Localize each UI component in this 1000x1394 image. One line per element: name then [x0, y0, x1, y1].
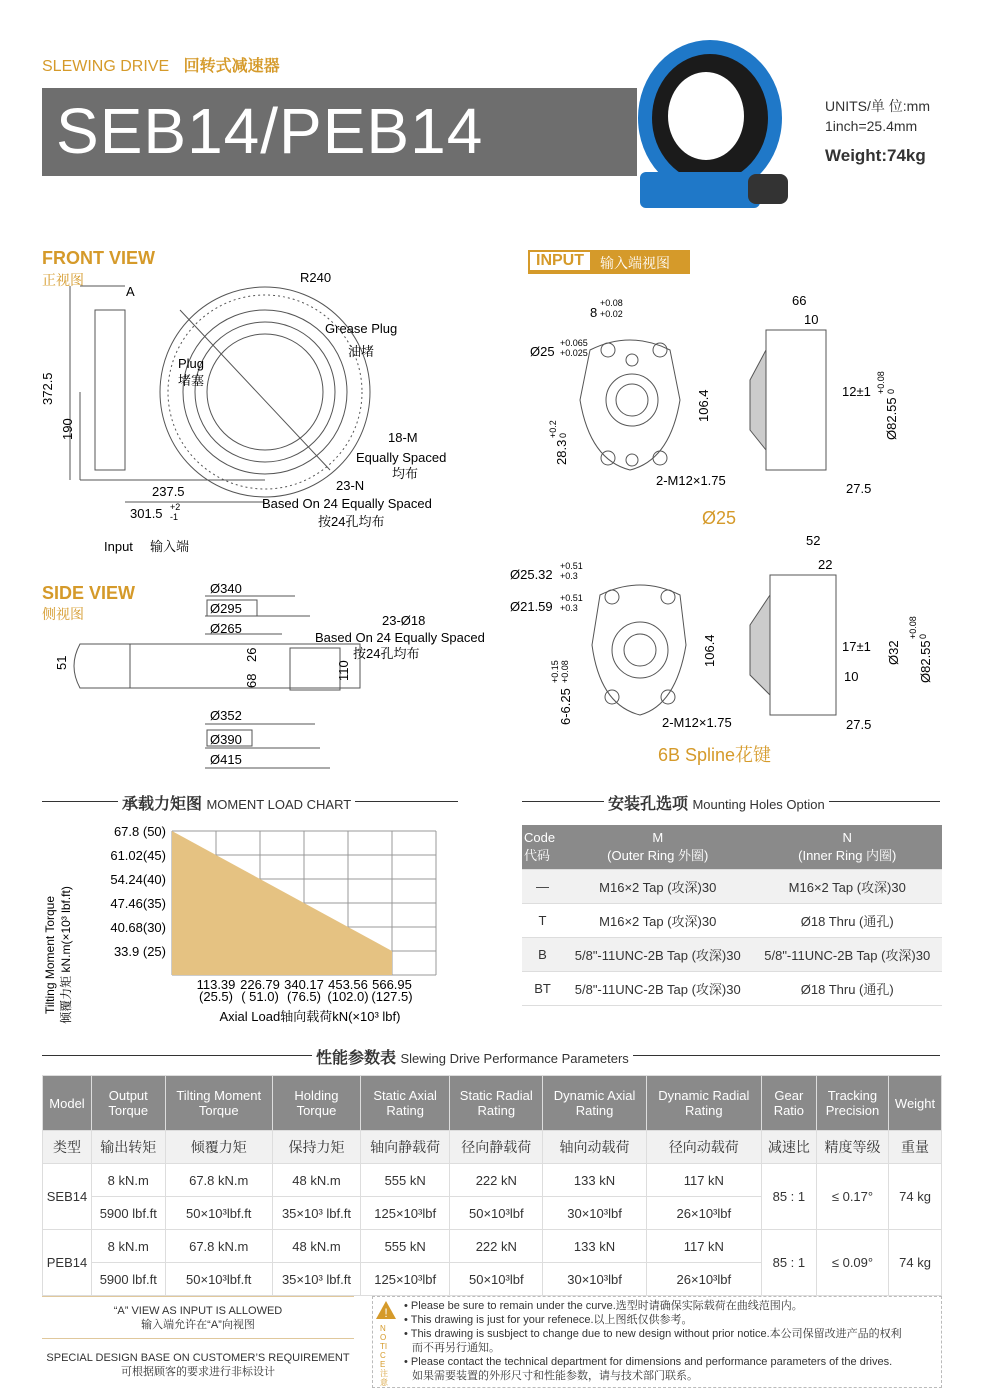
chart-x-tick: 113.39: [196, 977, 236, 992]
a-d8-t2: +0.02: [600, 309, 623, 319]
a-d1064: 106.4: [696, 389, 711, 422]
based-side-label-cn: 按24孔均布: [353, 646, 420, 661]
b-d32: Ø32: [886, 640, 901, 665]
mounting-title: [604, 791, 829, 814]
mounting-header: N (Inner Ring 内圈): [753, 825, 943, 870]
chart-y-tick: 33.9 (25): [113, 944, 166, 959]
chart-x-tick: 566.95: [372, 977, 412, 992]
b-d52: 52: [806, 535, 821, 548]
input-drawing-a: [520, 290, 950, 535]
a-d8: 8: [590, 305, 598, 320]
notice-item: 如果需要装置的外形尺寸和性能参数，请与技术部门联系。: [412, 1370, 698, 1382]
chart-x-tick: (25.5): [199, 989, 233, 1004]
chart-x-tick: (102.0): [327, 989, 369, 1004]
a-d8255-t1: +0.08: [876, 371, 886, 394]
plug-label-cn: 堵塞: [178, 373, 205, 388]
b-d8255: Ø82.55: [918, 640, 933, 683]
b-d17: 17±1: [842, 639, 871, 654]
d3725-label: 372.5: [40, 372, 55, 405]
d415-label: Ø415: [210, 752, 242, 767]
perf-header: Model: [43, 1076, 92, 1131]
units-text: UNITS/单 位:mm: [825, 98, 930, 114]
table-row: PEB14 8 kN.m 67.8 kN.m 48 kN.m 555 kN 222 kN 133 kN 117 kN 85 : 1 ≤ 0.09° 74 kg: [43, 1230, 942, 1263]
a-m12: 2-M12×1.75: [656, 473, 726, 488]
a-d66: 66: [792, 293, 807, 308]
a-d283: 28.3: [554, 439, 569, 465]
d390-label: Ø390: [210, 732, 242, 747]
eq-label: Equally Spaced: [356, 450, 447, 465]
table-row: 5900 lbf.ft 50×10³lbf.ft 35×10³ lbf.ft 125×10³lbf 50×10³lbf 30×10³lbf 26×10³lbf: [43, 1263, 942, 1296]
footer-rule-mid: [42, 1338, 354, 1339]
a-d10: 10: [804, 312, 819, 327]
plug-label: Plug: [178, 356, 205, 371]
m18-label: 18-M: [388, 430, 418, 445]
moment-chart: [40, 815, 460, 1030]
input-drawing-b: [500, 535, 950, 770]
grease-label-cn: 油堵: [348, 344, 375, 359]
mounting-header: M (Outer Ring 外圈): [563, 825, 753, 870]
r240-label: R240: [300, 270, 332, 285]
perf-title-cn: 性能参数表: [316, 1050, 397, 1067]
d110-label: 110: [336, 660, 351, 681]
grease-label: Grease Plug: [325, 321, 398, 336]
d295-label: Ø295: [210, 601, 242, 616]
a-d12: 12±1: [842, 384, 871, 399]
table-row: BT 5/8"-11UNC-2B Tap (攻深)30 Ø18 Thru (通孔): [522, 972, 942, 1006]
b-t8: 0: [918, 633, 928, 639]
chart-title-cn: 承载力矩图: [122, 796, 203, 813]
footer-special: SPECIAL DESIGN BASE ON CUSTOMER’S REQUIREMENT 可根据顾客的要求进行非标设计: [46, 1352, 350, 1378]
tol-down: -1: [170, 512, 179, 522]
d352-label: Ø352: [210, 708, 242, 723]
side-view-title-cn: 侧视图: [42, 606, 84, 622]
b-t6: +0.08: [560, 660, 570, 683]
front-view-title: FRONT VIEW: [42, 248, 155, 268]
perf-header-row: [43, 1076, 942, 1131]
b-t7: +0.08: [908, 616, 918, 639]
notice-item: • Please contact the technical department for dimensions and performance parameters of the drives.: [404, 1356, 893, 1368]
brand-cn: 回转式减速器: [183, 58, 280, 75]
d26-label: 26: [244, 647, 259, 662]
based-side-label: Based On 24 Equally Spaced: [315, 630, 485, 645]
notice-item: • This drawing is just for your refenece.以上图纸仅供参考。: [404, 1314, 693, 1326]
chart-y-ticks: [110, 824, 166, 959]
front-view-drawing: [40, 270, 510, 560]
b-t4: +0.3: [560, 603, 578, 613]
d68-label: 68: [244, 673, 259, 688]
perf-header: Dynamic Axial Rating: [543, 1076, 647, 1131]
perf-header: Static Axial Rating: [361, 1076, 450, 1131]
side-view-title: SIDE VIEW: [42, 583, 136, 603]
d340-label: Ø340: [210, 581, 242, 596]
b-d2159: Ø21.59: [510, 599, 553, 614]
d3015-label: 301.5: [130, 506, 163, 521]
d265-label: Ø265: [210, 621, 242, 636]
chart-x-tick: (76.5): [287, 989, 321, 1004]
mounting-header: Code 代码: [522, 825, 563, 870]
chart-x-tick: (127.5): [371, 989, 413, 1004]
perf-header: Tracking Precision: [816, 1076, 888, 1131]
table-row: 5900 lbf.ft 50×10³lbf.ft 35×10³ lbf.ft 125×10³lbf 50×10³lbf 30×10³lbf 26×10³lbf: [43, 1197, 942, 1230]
a-d8255-t2: 0: [886, 388, 896, 394]
b-d22: 22: [818, 557, 833, 572]
a-d275: 27.5: [846, 481, 872, 496]
perf-header-cn-row: 类型 输出转矩 倾覆力矩 保持力矩 轴向静载荷 径向静载荷 轴向动载荷 径向动载荷 减速比 精度等级 重量: [43, 1131, 942, 1164]
chart-x-tick: 340.17: [284, 977, 324, 992]
a-d8-t1: +0.08: [600, 298, 623, 308]
input-label-cn: 输入端: [150, 539, 190, 554]
b-d2532: Ø25.32: [510, 567, 553, 582]
b-t5: +0.15: [550, 660, 560, 683]
perf-header: Output Torque: [92, 1076, 166, 1131]
chart-xlabel: Axial Load轴向载荷kN(×10³ lbf): [219, 1009, 401, 1024]
perf-header: Dynamic Radial Rating: [646, 1076, 761, 1131]
footer-a-view: “A” VIEW AS INPUT IS ALLOWED 输入端允许在“A”向视图: [113, 1305, 283, 1331]
chart-y-tick: 61.02(45): [110, 848, 166, 863]
a-d25-t2: +0.025: [560, 348, 588, 358]
table-row: T M16×2 Tap (攻深)30 Ø18 Thru (通孔): [522, 904, 942, 938]
chart-x-tick: ( 51.0): [241, 989, 279, 1004]
title-band: [42, 88, 637, 176]
based-label-cn: 按24孔均布: [318, 514, 385, 529]
brand-line: [42, 53, 280, 76]
footer-rule-top: [42, 1296, 354, 1297]
notice-list: [404, 1299, 902, 1383]
perf-header: Holding Torque: [272, 1076, 360, 1131]
a-d25: Ø25: [530, 344, 555, 359]
b-caption: 6B Spline花键: [658, 745, 772, 765]
chart-title: [118, 791, 355, 814]
brand-en: SLEWING DRIVE: [42, 58, 170, 75]
mounting-title-cn: 安装孔选项: [608, 796, 689, 813]
d190-label: 190: [60, 418, 75, 440]
a-d25-t1: +0.065: [560, 338, 588, 348]
perf-title-en: Slewing Drive Performance Parameters: [400, 1051, 629, 1066]
a-d8255: Ø82.55: [884, 397, 899, 440]
b-m12: 2-M12×1.75: [662, 715, 732, 730]
a-d283-t1: +0.2: [548, 420, 558, 438]
side-view-drawing: [50, 578, 500, 770]
perf-header: Weight: [889, 1076, 942, 1131]
units-box: [825, 96, 930, 166]
input-title-band: [528, 250, 690, 274]
chart-y-tick: 40.68(30): [110, 920, 166, 935]
chart-y-tick: 67.8 (50): [113, 824, 166, 839]
warning-icon: [375, 1300, 397, 1320]
b-t3: +0.51: [560, 593, 583, 603]
eq-label-cn: 均布: [392, 466, 419, 481]
b-d275: 27.5: [846, 717, 872, 732]
input-label: Input: [104, 539, 133, 554]
notice-item: • This drawing is susbject to change due to new design without prior notice.本公司保留改进产品的权利: [404, 1328, 902, 1340]
input-title: INPUT: [530, 252, 590, 270]
product-image: [620, 22, 810, 214]
perf-header: Static Radial Rating: [450, 1076, 543, 1131]
chart-y-tick: 54.24(40): [110, 872, 166, 887]
page-title: SEB14/PEB14: [56, 95, 484, 167]
b-d1064: 106.4: [702, 634, 717, 667]
mounting-header-row: [522, 825, 942, 870]
perf-header: Gear Ratio: [761, 1076, 816, 1131]
a-caption: Ø25: [702, 508, 737, 528]
svg-text:!: !: [384, 1306, 388, 1320]
input-title-cn: 输入端视图: [600, 255, 670, 271]
a-d283-t2: 0: [558, 432, 568, 438]
chart-y-tick: 47.46(35): [110, 896, 166, 911]
chart-title-en: MOMENT LOAD CHART: [206, 797, 352, 812]
table-row: — M16×2 Tap (攻深)30 M16×2 Tap (攻深)30: [522, 870, 942, 904]
inch-text: 1inch=25.4mm: [825, 118, 918, 134]
b-d625: 6-6.25: [558, 688, 573, 725]
b-d10: 10: [844, 669, 859, 684]
weight-text: Weight:74kg: [825, 146, 926, 165]
mounting-title-en: Mounting Holes Option: [692, 797, 825, 812]
b-t1: +0.51: [560, 561, 583, 571]
performance-table: [42, 1075, 942, 1296]
perf-header: Tilting Moment Torque: [165, 1076, 272, 1131]
n23-side-label: 23-Ø18: [382, 613, 426, 628]
notice-label: NOTICE 注意: [380, 1324, 388, 1387]
d51-label: 51: [54, 655, 69, 670]
chart-ylabel: Tilting Moment Torque: [43, 895, 57, 1015]
notice-item: • Please be sure to remain under the curve.选型时请确保实际载荷在曲线范围内。: [404, 1300, 803, 1312]
chart-x-tick: 453.56: [328, 977, 368, 992]
mounting-table: [522, 825, 942, 1006]
n23-label: 23-N: [336, 478, 365, 493]
front-view-title-cn: 正视图: [42, 272, 84, 288]
chart-x-ticks: [197, 977, 413, 1004]
tol-up: +2: [170, 502, 181, 512]
table-row: B 5/8"-11UNC-2B Tap (攻深)30 5/8"-11UNC-2B Tap (攻深)30: [522, 938, 942, 972]
chart-x-tick: 226.79: [240, 977, 280, 992]
based-label: Based On 24 Equally Spaced: [262, 496, 432, 511]
table-row: SEB14 8 kN.m 67.8 kN.m 48 kN.m 555 kN 222 kN 133 kN 117 kN 85 : 1 ≤ 0.17° 74 kg: [43, 1164, 942, 1197]
chart-ylabel-cn: 倾覆力矩 kN.m(×10³ lbf.ft): [59, 886, 73, 1024]
notice-item: 而不再另行通知。: [412, 1342, 500, 1354]
perf-title: [312, 1045, 633, 1068]
d2375-label: 237.5: [152, 484, 185, 499]
a-label: A: [126, 284, 135, 299]
b-t2: +0.3: [560, 571, 578, 581]
